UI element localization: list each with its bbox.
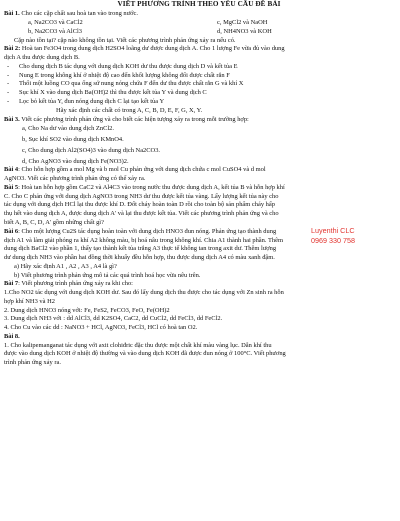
bai2-intro-cont: dịch A thu được dung dịch B. bbox=[4, 54, 80, 62]
bai6-item: a) Hãy xác định A1 , A2 , A3 , A4 là gì? bbox=[14, 262, 117, 270]
bai1-pair-b: b, Na2CO3 và AlCl3 bbox=[28, 27, 83, 35]
bai5-line: thụ hết vào dung dịch A, được dung dịch A' và lại thu được kết tủa. Viết các phương trình phản ứng và cho bbox=[4, 210, 279, 218]
bai5-line: Bài 5: Hoà tan hỗn hợp gồm CaC2 và Al4C3 vào trong nước thu được dung dịch A, kết tủa B và hỗn hợp khí bbox=[4, 183, 285, 191]
bai4-line: AgNO3. Viết các phương trình phản ứng có thể xảy ra. bbox=[4, 175, 146, 183]
bai2-item: - Cho dung dịch B tác dụng với dung dịch KOH dư thu được dung dịch D và kết tủa E bbox=[7, 62, 238, 70]
bai2-item: - Sục khí X vào dung dịch Ba(OH)2 thì thu được kết tủa Y và dung dịch C bbox=[7, 89, 207, 97]
bai7-label: Bài 7 bbox=[4, 280, 19, 288]
watermark bbox=[311, 226, 355, 245]
bai5-line: C. Cho C phản ứng với dung dịch AgNO3 trong NH3 dư thu được kết tủa vàng. Lấy lượng kết tủa này cho bbox=[4, 192, 279, 200]
bai3-item: a, Cho Na dư vào dung dịch ZnCl2. bbox=[22, 125, 114, 133]
bai7-intro: Bài 7: Viết phương trình phản ứng xảy ra khi cho: bbox=[4, 280, 133, 288]
bai7-item: hợp khí NH3 và H2 bbox=[4, 297, 55, 305]
bai7-item: 3. Dung dịch NH3 với : dd AlCl3, dd K2SO4, CaC2, dd CuCl2, dd FeCl3, dd FeCl2. bbox=[4, 315, 223, 323]
bai2-item: - Nung E trong không khí ở nhiệt độ cao đến khối lượng không đổi được chất rắn F bbox=[7, 71, 230, 79]
bai5-line: tác dụng với dung dịch HCl lại thu được khí D. Đốt cháy hoàn toàn D rồi cho toàn bộ sản phẩm cháy hấp bbox=[4, 201, 275, 209]
bai3-item: b, Sục khí SO2 vào dung dịch KMnO4. bbox=[22, 136, 124, 144]
bai3-item: d, Cho AgNO3 vào dung dịch Fe(NO3)2. bbox=[22, 157, 129, 165]
bai1-label: Bài 1. bbox=[4, 10, 20, 18]
bai2-label: Bài 2: bbox=[4, 45, 21, 53]
bai1-pair-row-2 bbox=[4, 28, 394, 37]
bai1-intro: Bài 1. Cho các cặp chất sau hoà tan vào trong nước. bbox=[4, 10, 139, 18]
bai6-line: dung dịch BaCl2 vào phần 1, thấy tạo thành kết tủa trắng A3 thực tế không tan trong axit dư. Thêm lượng bbox=[4, 245, 277, 253]
bai5-line: biết A, B, C, D, A' gồm những chất gì? bbox=[4, 218, 104, 226]
bai1-pair-d: d, NH4NO3 và KOH bbox=[217, 27, 272, 35]
bai3-intro: Bài 3. Viết các phương trình phản ứng và cho biết các hiện tượng xảy ra trong mỗi trường hợp: bbox=[4, 115, 249, 123]
bai4-label: Bài 4 bbox=[4, 166, 19, 174]
bai8-line: được vào dung dịch KOH ở nhiệt độ thường và vào dung dịch KOH đã được đun nóng ở 100°C. Viết phương bbox=[4, 350, 286, 358]
bai8-line: 1. Cho kalipemanganat tác dụng với axit clohiđric đặc thu được một chất khí màu vàng lục. Dẫn khí thu bbox=[4, 341, 272, 349]
bai7-item: 1.Cho NO2 tác dụng với dung dịch KOH dư. Sau đó lấy dung dịch thu được cho tác dụng với Zn sinh ra hỗn bbox=[4, 289, 284, 297]
bai7-item: 4. Cho Cu vào các dd : NaNO3 + HCl, AgNO3, FeCl3, HCl có hoà tan O2. bbox=[4, 324, 198, 332]
bai3-item: c, Cho dung dịch Al2(SO4)3 vào dung dịch Na2CO3. bbox=[22, 146, 161, 154]
bai6-label: Bài 6 bbox=[4, 227, 19, 235]
bai3-label: Bài 3. bbox=[4, 115, 20, 123]
bai1-note: Cặp nào tồn tại? cặp nào không tồn tại. Viết các phương trình phản ứng xảy ra nếu có. bbox=[14, 36, 236, 44]
bai2-question: Hãy xác định các chất có trong A, C, B, D, E, F, G, X, Y. bbox=[56, 106, 203, 114]
bai6-item: b) Viết phương trình phản ứng mô tả các quá trình hoá học vừa nêu trên. bbox=[14, 271, 201, 279]
bai5-label: Bài 5 bbox=[4, 183, 19, 191]
bai7-item: 2. Dung dịch HNO3 nóng với: Fe, FeS2, FeCO3, FeO, Fe(OH)2 bbox=[4, 306, 170, 314]
bai2-intro: Bài 2: Hoà tan Fe3O4 trong dung dịch H2SO4 loãng dư được dung dịch A. Cho 1 lượng Fe vừa đủ vào dung bbox=[4, 45, 285, 53]
bai6-line: dịch A1 và làm giải phóng ra khí A2 không màu, bị hoá nâu trong không khí. Chia A1 thành hai phần. Thêm bbox=[4, 236, 283, 244]
bai1-pair-a: a, Na2CO3 và CaCl2 bbox=[28, 19, 83, 27]
bai8-line: trình phản ứng xảy ra. bbox=[4, 359, 61, 367]
bai6-line: Bài 6: Cho một lượng Cu2S tác dụng hoàn toàn với dung dịch HNO3 đun nóng. Phản ứng tạo thành dung bbox=[4, 227, 277, 235]
bai1-pair-c: c, MgCl2 và NaOH bbox=[217, 19, 268, 27]
watermark-line1: Luyenthi CLC bbox=[311, 226, 355, 235]
watermark-phone: 0969 330 758 bbox=[311, 235, 355, 245]
bai6-line: dư dung dịch NH3 vào phần hai đồng thời khuấy đều hỗn hợp, thu được dung dịch A4 có màu xanh đậm. bbox=[4, 254, 275, 262]
bai4-line: Bài 4: Cho hỗn hợp gồm a mol Mg và b mol Cu phản ứng với dung dịch chứa c mol CuSO4 và d mol bbox=[4, 166, 266, 174]
bai1-pair-row-1 bbox=[4, 19, 394, 28]
bai8-label: Bài 8. bbox=[4, 332, 20, 340]
page-title: VIẾT PHƯƠNG TRÌNH THEO YÊU CẦU ĐỀ BÀI bbox=[117, 0, 281, 8]
bai2-item: - Lọc bỏ kết tủa Y, đun nóng dung dịch C lại tạo kết tủa Y bbox=[7, 98, 165, 106]
bai2-item: - Thổi một luồng CO qua ống sứ nung nóng chứa F đến dư thu được chất rắn G và khí X bbox=[7, 80, 244, 88]
